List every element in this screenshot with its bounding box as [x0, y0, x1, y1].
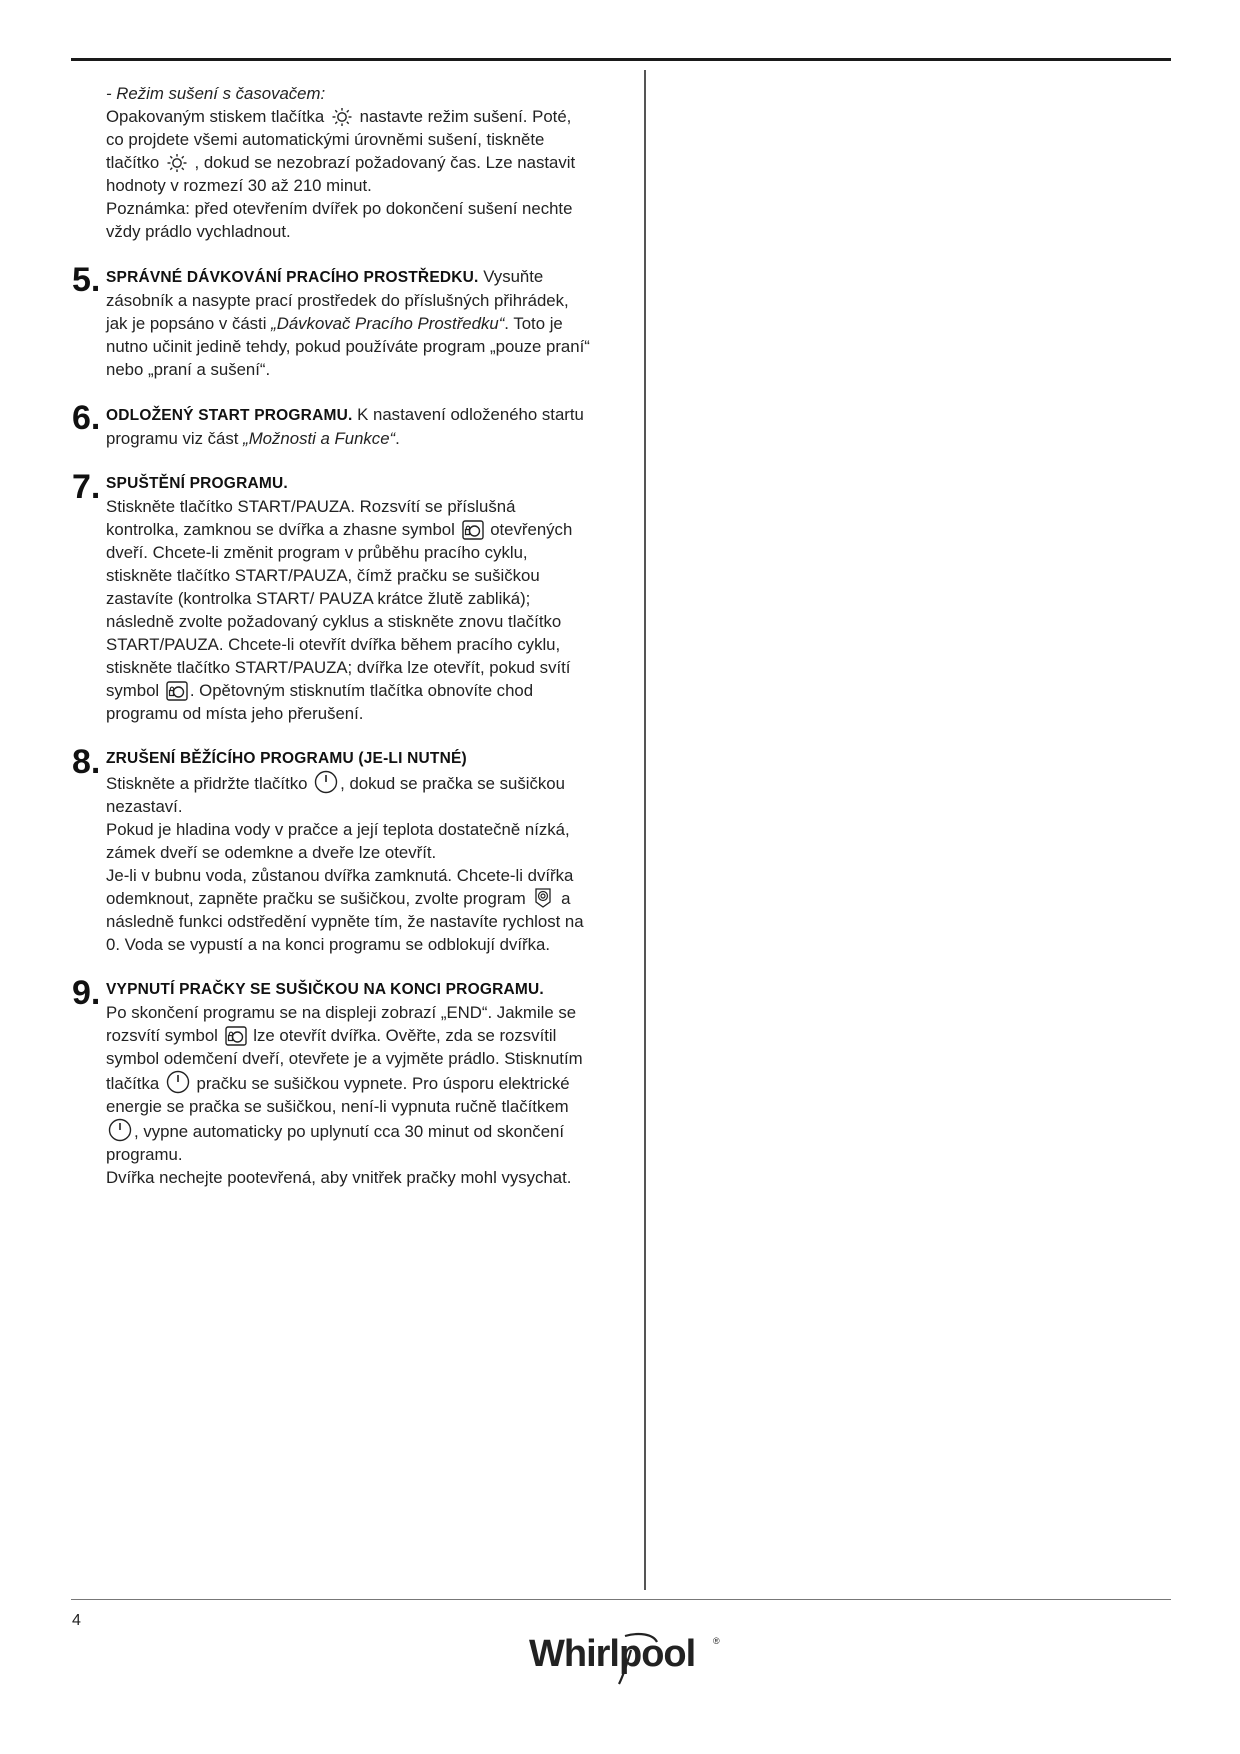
whirlpool-logo	[527, 1628, 727, 1688]
step-8: 8. ZRUŠENÍ BĚŽÍCÍHO PROGRAMU (JE-LI NUTNÉ) Stiskněte a přidržte tlačítko , dokud se pračka se sušičkou nezastaví. Pokud je hladina vody v pračce a její teplota dostatečně nízká, zámek dveří se odemkne a dveře lze otevřít. Je-li v bubnu voda, zůstanou dvířka zamknutá. Chcete-li dvířka odemknout, zapněte pračku se sušičkou, zvolte program a následně funkci odstředění vypněte tím, že nastavíte rychlost na 0. Voda se vypustí a na konci programu se odblokují dvířka.	[72, 747, 592, 956]
spin-drain-icon	[532, 887, 554, 909]
sun-dry-icon	[166, 153, 188, 173]
step-9: 9. VYPNUTÍ PRAČKY SE SUŠIČKOU NA KONCI PROGRAMU. Po skončení programu se na displeji zobrazí „END“. Jakmile se rozsvítí symbol lze otevřít dvířka. Ověřte, zda se rozsvítil symbol odemčení dveří, otevřete je a vyjměte prádlo. Stisknutím tlačítka pračku se sušičkou vypnete. Pro úsporu elektrické energie se pračka se sušičkou, není-li vypnuta ručně tlačítkem , vypne automaticky po uplynutí cca 30 minut od skončení programu. Dvířka nechejte pootevřená, aby vnitřek pračky mohl vysychat.	[72, 978, 592, 1189]
section-subtitle: - Režim sušení s časovačem:	[106, 84, 326, 103]
page-number: 4	[72, 1612, 81, 1629]
section-reference: „Dávkovač Pracího Prostředku“	[271, 314, 505, 333]
step-5: 5. SPRÁVNÉ DÁVKOVÁNÍ PRACÍHO PROSTŘEDKU. Vysuňte zásobník a nasypte prací prostředek do příslušných přihrádek, jak je popsáno v části „Dávkovač Pracího Prostředku“. Toto je nutno učinit jedině tehdy, pokud používáte program „pouze praní“ nebo „praní a sušení“.	[72, 261, 590, 379]
bottom-rule	[71, 1599, 1171, 1600]
registered-mark: ®	[713, 1636, 720, 1646]
power-icon	[166, 1070, 190, 1094]
step-number: 8.	[72, 743, 101, 781]
timer-drying-section	[72, 82, 592, 243]
door-lock-icon	[166, 681, 188, 701]
step-heading: SPRÁVNÉ DÁVKOVÁNÍ PRACÍHO PROSTŘEDKU.	[106, 269, 479, 286]
step-6: 6. ODLOŽENÝ START PROGRAMU. K nastavení odloženého startu programu viz část „Možnosti a Funkce“.	[72, 399, 584, 448]
step-heading: VYPNUTÍ PRAČKY SE SUŠIČKOU NA KONCI PROGRAMU.	[106, 981, 544, 998]
step-heading: ODLOŽENÝ START PROGRAMU.	[106, 407, 353, 424]
power-icon	[108, 1118, 132, 1142]
step-heading: SPUŠTĚNÍ PROGRAMU.	[106, 475, 288, 492]
brand-wordmark: Whirlpool	[529, 1633, 696, 1675]
step-number: 5.	[72, 261, 101, 299]
door-lock-icon	[225, 1026, 247, 1046]
top-rule	[71, 58, 1171, 61]
section-reference: „Možnosti a Funkce“	[243, 429, 396, 448]
step-heading: ZRUŠENÍ BĚŽÍCÍHO PROGRAMU (JE-LI NUTNÉ)	[106, 750, 467, 767]
intro-note: Poznámka: před otevřením dvířek po dokončení sušení nechte vždy prádlo vychladnout.	[106, 199, 573, 241]
sun-dry-icon	[331, 107, 353, 127]
step-number: 6.	[72, 399, 101, 437]
column-divider	[644, 70, 646, 1590]
step-number: 7.	[72, 468, 101, 506]
door-lock-icon	[462, 520, 484, 540]
left-column	[72, 82, 592, 1189]
power-icon	[314, 770, 338, 794]
step-number: 9.	[72, 974, 101, 1012]
intro-paragraph: Opakovaným stiskem tlačítka nastavte režim sušení. Poté, co projdete všemi automatickými úrovněmi sušení, tiskněte tlačítko , dokud se nezobrazí požadovaný čas. Lze nastavit hodnoty v rozmezí 30 až 210 minut.	[106, 107, 576, 195]
step-7: 7. SPUŠTĚNÍ PROGRAMU. Stiskněte tlačítko START/PAUZA. Rozsvítí se příslušná kontrolka, zamknou se dvířka a zhasne symbol otevřených dveří. Chcete-li změnit program v průběhu pracího cyklu, stiskněte tlačítko START/PAUZA, čímž pračku se sušičkou zastavíte (kontrolka START/ PAUZA krátce žlutě zabliká); následně zvolte požadovaný cyklus a stiskněte znovu tlačítko START/PAUZA. Chcete-li otevřít dvířka během pracího cyklu, stiskněte tlačítko START/PAUZA; dvířka lze otevřít, pokud svítí symbol . Opětovným stisknutím tlačítka obnovíte chod programu od místa jeho přerušení.	[72, 472, 592, 725]
